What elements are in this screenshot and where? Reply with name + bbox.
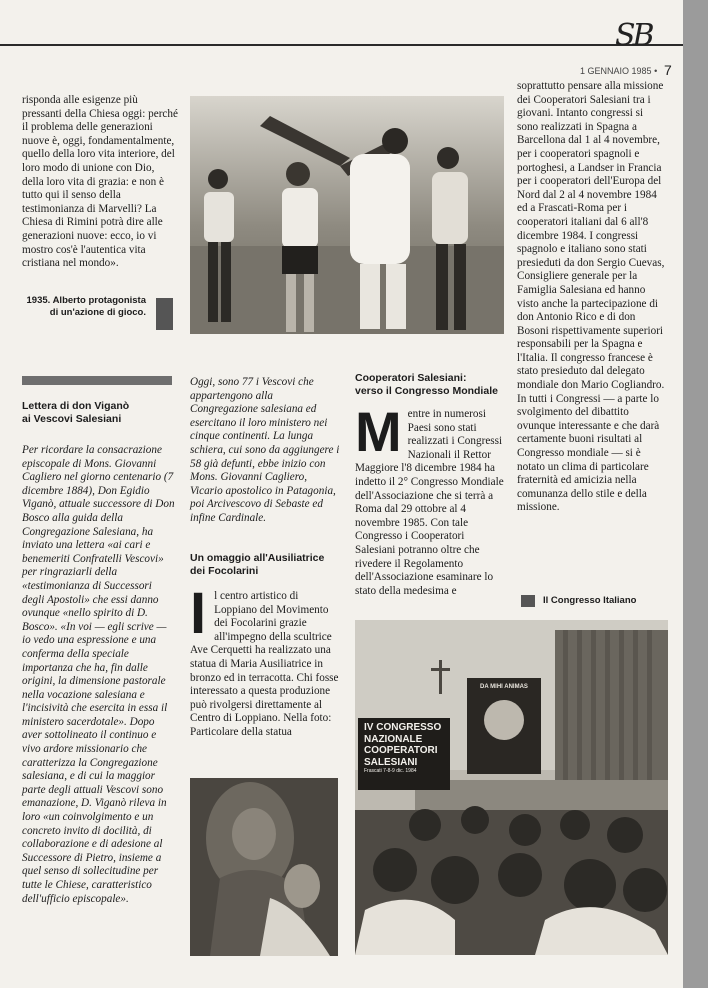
marvelli-continued-text: risponda alle esigenze più pressanti della Chiesa oggi: perché il problema delle generazioni nuove è, oggi, fondamentalmente, quello della loro vita interiore, del loro modo di unione con Dio, della loro vita di grazia: e non è tutto qui il senso della testimonianza di Marvelli? La Chiesa di Rimini potrà dire alle generazioni nuove: ecco, io vi mostro cos'è l'autentica vita cristiana nel mondo». bbox=[22, 94, 178, 270]
congress-photo-caption: Il Congresso Italiano bbox=[543, 595, 637, 606]
dropcap-i: I bbox=[190, 581, 207, 646]
issue-date: 1 GENNAIO 1985 • bbox=[580, 66, 658, 76]
cooperatori-headline: Cooperatori Salesiani: verso il Congresso Mondiale bbox=[355, 372, 498, 397]
header-rule bbox=[0, 44, 683, 46]
focolarini-article-body: I l centro artistico di Loppiano del Movimento dei Focolarini grazie all'impegno della scultrice Ave Cerquetti ha realizzato una statua di Maria Ausiliatrice in bronzo ed in terracotta. Chi fosse interessato a questa produzione può rivolgersi direttamente al Centro di Loppiano. Nella foto: Particolare della statua bbox=[190, 581, 339, 738]
page-number: 7 bbox=[664, 62, 672, 78]
focolarini-headline: Un omaggio all'Ausiliatrice dei Focolarini bbox=[190, 552, 325, 577]
caption-marker bbox=[156, 298, 173, 330]
congress-banner: IV CONGRESSO NAZIONALE COOPERATORI SALESIANI Frascati 7-8-9 dic. 1984 bbox=[358, 718, 450, 790]
congress-caption-marker bbox=[521, 595, 535, 607]
ausiliatrice-statue-photo bbox=[190, 778, 338, 956]
don-bosco-portrait bbox=[484, 700, 524, 740]
vigano-article-body: Per ricordare la consacrazione episcopale di Mons. Giovanni Cagliero nel giorno centenario (7 dicembre 1884), Don Egidio Viganò, attuale successore di Don Bosco alla guida della Congregazione Salesiana, ha inviato una lettera «ai cari e benemeriti Confratelli Vescovi» per ringraziarli della «testimonianza di Successori degli Apostoli» che essi danno ovunque «nello spirito di D. Bosco». «In voi — egli scrive — io vedo una espressione e una conferma della speciale importanza che ha, fin dalle origini, la dimensione pastorale nella vocazione salesiana e l'incisività che esercita in essa il ministero sacerdotale». Dopo aver sottolineato il continuo e vivo ardore missionario che caratterizza la Congregazione salesiana, e di cui la maggior parte degli attuali Vescovi sono emanazione, D. Viganò rileva in loro «un coinvolgimento e un concreto invito di docilità, di collaborazione e di adesione al Successore di Pietro, insieme a quel senso di sollecitudine per tutte le Chiese, caratteristico dell'ufficio episcopale». bbox=[22, 444, 175, 905]
football-game-photo bbox=[190, 96, 504, 334]
photo-caption-alberto: 1935. Alberto protagonista di un'azione di gioco. bbox=[26, 295, 146, 318]
don-bosco-flag: DA MIHI ANIMAS bbox=[467, 678, 541, 774]
section-bar bbox=[22, 376, 172, 385]
cooperatori-right-column: soprattutto pensare alla missione dei Cooperatori Salesiani tra i giovani. Intanto congressi si sono realizzati in Spagna a Barcellona dal 1 al 4 novembre, per i cooperatori spagnoli e portoghesi, a Landser in Francia per i cooperatori dell'Europa del Nord dal 2 al 4 novembre 1984 ed a Frascati-Roma per i cooperatori italiani dal 6 all'8 dicembre 1984. I congressi spagnolo e italiano sono stati presieduti da don Sergio Cuevas, Consigliere generale per la Famiglia Salesiana ed hanno visto anche la partecipazione di don Antonio Rico e di don Bosoni rispettivamente superiori responsabili per la Spagna e l'Italia. Il congresso francese è stato presieduto dal delegato mondiale don Mario Cogliandro. In tutti i Congressi — a parte lo svolgimento del dibattito ovunque interessante e che darà certamente buoni risultati al Congresso mondiale — si è notato un clima di particolare fraternità ed amicizia nella comunanza dello stile e della missione. bbox=[517, 80, 665, 514]
vigano-article-continuation: Oggi, sono 77 i Vescovi che appartengono alla Congregazione salesiana ed esercitano il loro ministero nei cinque continenti. La lunga schiera, cui sono da aggiungere i 58 già defunti, ebbe inizio con Mons. Giovanni Cagliero, Vicario apostolico in Patagonia, poi Arcivescovo di Sebaste ed infine Cardinale. bbox=[190, 376, 340, 524]
page-edge-strip bbox=[683, 0, 708, 988]
dropcap-m: M bbox=[355, 400, 402, 463]
magazine-logo: SB bbox=[615, 18, 652, 53]
vigano-headline: Lettera di don Viganò ai Vescovi Salesiani bbox=[22, 400, 130, 425]
cooperatori-article-body: M entre in numerosi Paesi sono stati realizzati i Congressi Nazionali il Rettor Maggiore l'8 dicembre 1984 ha indetto il 2° Congresso Mondiale dell'Associazione che si terrà a Roma dal 29 ottobre al 4 novembre 1985. Con tale Congresso i Cooperatori Salesiani potranno oltre che rivedere il Regolamento dell'Associazione esaminare lo stato della medesima e bbox=[355, 400, 504, 597]
